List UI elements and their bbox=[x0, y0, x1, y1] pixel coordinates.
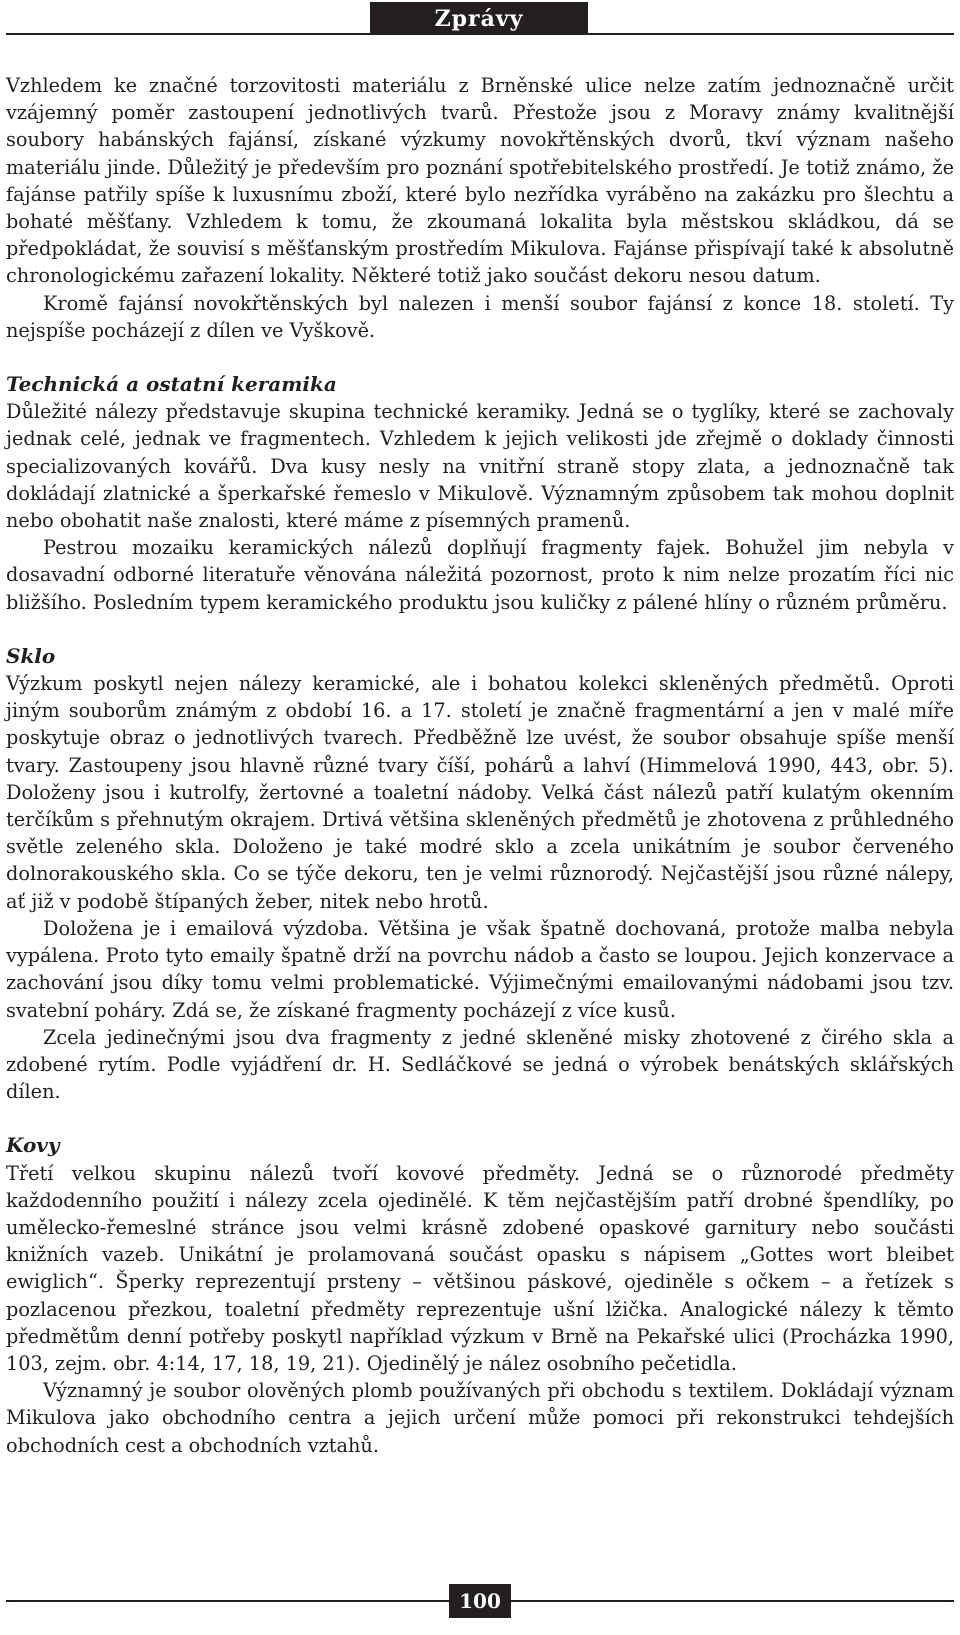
section-heading-text: Technická a ostatní keramika bbox=[6, 372, 337, 397]
section-header-tab bbox=[370, 2, 588, 35]
body-paragraph: Doložena je i emailová výzdoba. Většina je však špatně dochovaná, protože malba nebyla vypálena. Proto tyto emaily špatně drží na povrchu nádob a často se loupou. Jejich konzervace a zachování jsou díky tomu velmi problematické. Výjimečnými emailovanými nádobami jsou tzv. svatební poháry. Zdá se, že získané fragmenty pocházejí z více kusů. bbox=[6, 916, 954, 1022]
section-heading-text: Sklo bbox=[6, 643, 56, 668]
body-paragraph: Vzhledem ke značné torzovitosti materiálu z Brněnské ulice nelze zatím jednoznačně určit vzájemný poměr zastoupení jednotlivých tvarů. Přestože jsou z Moravy známy kvalitnější soubory habánských fajánsí, získané výzkumy novokřtěnských dvorů, tkví význam našeho materiálu jinde. Důležitý je především pro poznání spotřebitelského prostředí. Je totiž známo, že fajánse patřily spíše k luxusnímu zboží, které bylo nezřídka vyráběno na zakázku pro šlechtu a bohaté měšťany. Vzhledem k tomu, že zkoumaná lokalita byla městskou skládkou, dá se předpokládat, že souvisí s měšťanským prostředím Mikulova. Fajánse přispívají také k absolutně chronologickému zařazení lokality. Některé totiž jako součást dekoru nesou datum. bbox=[6, 74, 954, 288]
body-paragraph: Kromě fajánsí novokřtěnských byl nalezen i menší soubor fajánsí z konce 18. století. Ty nejspíše pocházejí z dílen ve Vyškově. bbox=[6, 291, 954, 342]
body-paragraph: Důležité nálezy představuje skupina technické keramiky. Jedná se o tyglíky, které se zachovaly jednak celé, jednak ve fragmentech. Vzhledem k jejich velikosti jde zřejmě o doklady činnosti specializovaných kovářů. Dva kusy nesly na vnitřní straně stopy zlata, a jednoznačně tak dokládají zlatnické a šperkařské řemeslo v Mikulově. Významným způsobem tak mohou doplnit nebo obohatit naše znalosti, které máme z písemných pramenů. bbox=[6, 400, 954, 533]
page-number-text: 100 bbox=[459, 1589, 501, 1613]
body-paragraph: Výzkum poskytl nejen nálezy keramické, ale i bohatou kolekci skleněných předmětů. Oproti jiným souborům známým z období 16. a 17. století je značně fragmentární a jen v malé míře poskytuje obraz o jednotlivých tvarech. Předběžně lze uvést, že soubor obsahuje spíše menší tvary. Zastoupeny jsou hlavně různé tvary číší, pohárů a lahví (Himmelová 1990, 443, obr. 5). Doloženy jsou i kutrolfy, žertovné a toaletní nádoby. Velká část nálezů patří kulatým okenním terčíkům s přehnutým okrajem. Drtivá většina skleněných předmětů je zhotovena z průhledného světle zeleného skla. Doloženo je také modré sklo a zcela unikátním je soubor červeného dolnorakouského skla. Co se týče dekoru, ten je velmi různorodý. Nejčastější jsou různé nálepy, ať již v podobě štípaných žeber, nitek nebo hrotů. bbox=[6, 672, 954, 913]
section-heading-kovy bbox=[6, 1132, 954, 1159]
article-body bbox=[6, 72, 954, 1459]
body-paragraph: Pestrou mozaiku keramických nálezů doplňují fragmenty fajek. Bohužel jim nebyla v dosavadní odborné literatuře věnována náležitá pozornost, proto k nim nelze prozatím říci nic bližšího. Posledním typem keramického produktu jsou kuličky z pálené hlíny o různém průměru. bbox=[6, 536, 954, 614]
section-heading-sklo bbox=[6, 643, 954, 670]
body-paragraph: Zcela jedinečnými jsou dva fragmenty z jedné skleněné misky zhotovené z čirého skla a zdobené rytím. Podle vyjádření dr. H. Sedláčkové se jedná o výrobek benátských sklářských dílen. bbox=[6, 1025, 954, 1104]
section-heading-technicka bbox=[6, 371, 954, 398]
body-paragraph: Významný je soubor olověných plomb používaných při obchodu s textilem. Dokládají význam Mikulova jako obchodního centra a jejich určení může pomoci při rekonstrukci tehdejších obchodních cest a obchodních vztahů. bbox=[6, 1379, 954, 1457]
page-number bbox=[449, 1584, 511, 1618]
body-paragraph: Třetí velkou skupinu nálezů tvoří kovové předměty. Jedná se o různorodé předměty každodenního použití i nálezy zcela ojedinělé. K těm nejčastějším patří drobné špendlíky, po umělecko-řemeslné stránce jsou velmi krásně zdobené opaskové garnitury nebo součásti knižních vazeb. Unikátní je prolamovaná součást opasku s nápisem „Gottes wort bleibet ewiglich“. Šperky reprezentují prsteny – většinou páskové, ojediněle s očkem – a řetízek s pozlacenou přezkou, toaletní předměty reprezentuje ušní lžička. Analogické nálezy k těmto předmětům denní potřeby poskytl například výzkum v Brně na Pekařské ulici (Procházka 1990, 103, zejm. obr. 4:14, 17, 18, 19, 21). Ojedinělý je nález osobního pečetidla. bbox=[6, 1161, 954, 1375]
section-heading-text: Kovy bbox=[6, 1133, 60, 1158]
section-header-title: Zprávy bbox=[434, 6, 524, 32]
